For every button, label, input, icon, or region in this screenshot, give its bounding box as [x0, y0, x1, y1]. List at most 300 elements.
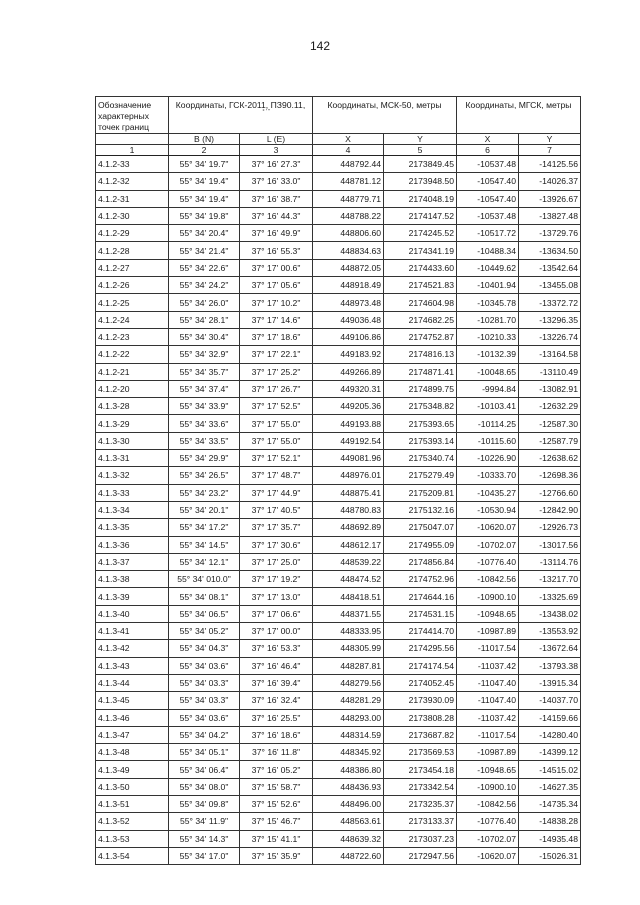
- table-row: [96, 294, 581, 311]
- cell-msk-y: 2175279.49: [384, 467, 457, 484]
- cell-mgsk-x: -11047.40: [457, 692, 519, 709]
- cell-latitude-b: 55° 34' 23.2": [169, 484, 240, 501]
- cell-mgsk-y: -12926.73: [519, 519, 581, 536]
- cell-mgsk-y: -13827.48: [519, 207, 581, 224]
- cell-latitude-b: 55° 34' 28.1": [169, 311, 240, 328]
- cell-latitude-b: 55° 34' 20.1": [169, 501, 240, 518]
- cell-mgsk-x: -10281.70: [457, 311, 519, 328]
- cell-longitude-l: 37° 15' 46.7": [240, 813, 313, 830]
- cell-longitude-l: 37° 17' 13.0": [240, 588, 313, 605]
- cell-latitude-b: 55° 34' 03.6": [169, 657, 240, 674]
- cell-longitude-l: 37° 17' 25.2": [240, 363, 313, 380]
- cell-longitude-l: 37° 16' 46.4": [240, 657, 313, 674]
- cell-mgsk-y: -13542.64: [519, 259, 581, 276]
- cell-msk-x: 448563.61: [313, 813, 384, 830]
- table-row: [96, 778, 581, 795]
- cell-point-id: 4.1.3-37: [96, 553, 169, 570]
- cell-latitude-b: 55° 34' 26.0": [169, 294, 240, 311]
- cell-msk-x: 448976.01: [313, 467, 384, 484]
- table-row: [96, 207, 581, 224]
- cell-mgsk-x: -10435.27: [457, 484, 519, 501]
- cell-point-id: 4.1.3-36: [96, 536, 169, 553]
- cell-msk-x: 448386.80: [313, 761, 384, 778]
- header-mgsk-group: Координаты, МГСК, метры: [457, 97, 581, 134]
- cell-msk-y: 2174816.13: [384, 346, 457, 363]
- cell-mgsk-y: -12632.29: [519, 398, 581, 415]
- cell-msk-x: 448314.59: [313, 726, 384, 743]
- cell-msk-y: 2174682.25: [384, 311, 457, 328]
- cell-msk-x: 448345.92: [313, 744, 384, 761]
- cell-msk-y: 2173687.82: [384, 726, 457, 743]
- table-row: [96, 415, 581, 432]
- cell-msk-x: 448371.55: [313, 605, 384, 622]
- cell-latitude-b: 55° 34' 19.7": [169, 156, 240, 173]
- cell-longitude-l: 37° 17' 30.6": [240, 536, 313, 553]
- table-row: [96, 432, 581, 449]
- table-row: [96, 657, 581, 674]
- table-row: [96, 588, 581, 605]
- cell-msk-y: 2174052.45: [384, 674, 457, 691]
- cell-point-id: 4.1.2-26: [96, 277, 169, 294]
- cell-mgsk-y: -13372.72: [519, 294, 581, 311]
- cell-msk-y: 2175132.16: [384, 501, 457, 518]
- cell-mgsk-x: -10333.70: [457, 467, 519, 484]
- header-gsk-units: ° ' ": [262, 109, 270, 115]
- cell-mgsk-x: -10103.41: [457, 398, 519, 415]
- cell-msk-x: 448436.93: [313, 778, 384, 795]
- cell-latitude-b: 55° 34' 03.6": [169, 709, 240, 726]
- table-row: [96, 795, 581, 812]
- cell-point-id: 4.1.3-52: [96, 813, 169, 830]
- cell-longitude-l: 37° 17' 05.6": [240, 277, 313, 294]
- cell-point-id: 4.1.3-54: [96, 847, 169, 864]
- cell-point-id: 4.1.3-45: [96, 692, 169, 709]
- cell-mgsk-x: -10948.65: [457, 605, 519, 622]
- header-sub-l: L (E): [240, 134, 313, 145]
- cell-longitude-l: 37° 17' 40.5": [240, 501, 313, 518]
- cell-mgsk-y: -12587.30: [519, 415, 581, 432]
- cell-msk-y: 2175393.65: [384, 415, 457, 432]
- cell-msk-y: 2173133.37: [384, 813, 457, 830]
- cell-msk-x: 449106.86: [313, 328, 384, 345]
- cell-mgsk-y: -14159.66: [519, 709, 581, 726]
- table-row: [96, 259, 581, 276]
- cell-msk-x: 449183.92: [313, 346, 384, 363]
- table-row: [96, 623, 581, 640]
- cell-msk-y: 2174174.54: [384, 657, 457, 674]
- cell-point-id: 4.1.3-32: [96, 467, 169, 484]
- cell-point-id: 4.1.2-28: [96, 242, 169, 259]
- table-row: [96, 242, 581, 259]
- cell-msk-x: 448333.95: [313, 623, 384, 640]
- cell-latitude-b: 55° 34' 26.5": [169, 467, 240, 484]
- cell-msk-y: 2173235.37: [384, 795, 457, 812]
- cell-mgsk-x: -10114.25: [457, 415, 519, 432]
- cell-msk-x: 448872.05: [313, 259, 384, 276]
- cell-point-id: 4.1.2-27: [96, 259, 169, 276]
- cell-msk-y: 2174245.52: [384, 225, 457, 242]
- cell-msk-y: 2175348.82: [384, 398, 457, 415]
- cell-longitude-l: 37° 17' 48.7": [240, 467, 313, 484]
- cell-longitude-l: 37° 16' 49.9": [240, 225, 313, 242]
- cell-mgsk-y: -13325.69: [519, 588, 581, 605]
- cell-latitude-b: 55° 34' 19.4": [169, 190, 240, 207]
- cell-msk-y: 2174752.87: [384, 328, 457, 345]
- cell-longitude-l: 37° 16' 27.3": [240, 156, 313, 173]
- cell-longitude-l: 37° 17' 22.1": [240, 346, 313, 363]
- cell-longitude-l: 37° 17' 52.1": [240, 450, 313, 467]
- cell-msk-y: 2174295.56: [384, 640, 457, 657]
- table-row: [96, 173, 581, 190]
- table-row: [96, 225, 581, 242]
- cell-msk-x: 448834.63: [313, 242, 384, 259]
- header-gsk-group: [169, 97, 313, 134]
- cell-msk-y: 2173454.18: [384, 761, 457, 778]
- cell-point-id: 4.1.3-34: [96, 501, 169, 518]
- cell-latitude-b: 55° 34' 04.3": [169, 640, 240, 657]
- cell-latitude-b: 55° 34' 32.9": [169, 346, 240, 363]
- cell-latitude-b: 55° 34' 30.4": [169, 328, 240, 345]
- cell-msk-y: 2174856.84: [384, 553, 457, 570]
- column-number: 3: [240, 145, 313, 156]
- cell-msk-y: 2173849.45: [384, 156, 457, 173]
- cell-point-id: 4.1.3-30: [96, 432, 169, 449]
- cell-mgsk-x: -9994.84: [457, 380, 519, 397]
- cell-longitude-l: 37° 17' 14.6": [240, 311, 313, 328]
- cell-longitude-l: 37° 16' 32.4": [240, 692, 313, 709]
- table-row: [96, 847, 581, 864]
- cell-latitude-b: 55° 34' 08.1": [169, 588, 240, 605]
- cell-msk-y: 2173342.54: [384, 778, 457, 795]
- cell-msk-x: 448722.60: [313, 847, 384, 864]
- table-row: [96, 640, 581, 657]
- cell-longitude-l: 37° 15' 52.6": [240, 795, 313, 812]
- coordinates-table: [95, 96, 581, 865]
- cell-msk-y: 2174433.60: [384, 259, 457, 276]
- cell-msk-y: 2175340.74: [384, 450, 457, 467]
- cell-point-id: 4.1.3-48: [96, 744, 169, 761]
- cell-mgsk-y: -14838.28: [519, 813, 581, 830]
- cell-msk-x: 448496.00: [313, 795, 384, 812]
- cell-mgsk-x: -10048.65: [457, 363, 519, 380]
- cell-mgsk-x: -10776.40: [457, 813, 519, 830]
- cell-latitude-b: 55° 34' 17.2": [169, 519, 240, 536]
- cell-msk-y: 2174644.16: [384, 588, 457, 605]
- cell-longitude-l: 37° 15' 41.1": [240, 830, 313, 847]
- cell-longitude-l: 37° 17' 18.6": [240, 328, 313, 345]
- cell-msk-y: 2173037.23: [384, 830, 457, 847]
- cell-longitude-l: 37° 17' 25.0": [240, 553, 313, 570]
- cell-mgsk-y: -13672.64: [519, 640, 581, 657]
- cell-mgsk-x: -10620.07: [457, 847, 519, 864]
- cell-mgsk-x: -10547.40: [457, 190, 519, 207]
- header-sub-mgsk-x: X: [457, 134, 519, 145]
- cell-msk-x: 448639.32: [313, 830, 384, 847]
- cell-point-id: 4.1.2-33: [96, 156, 169, 173]
- page-number: 142: [309, 39, 331, 53]
- cell-latitude-b: 55° 34' 010.0": [169, 571, 240, 588]
- table-row: [96, 761, 581, 778]
- cell-longitude-l: 37° 16' 53.3": [240, 640, 313, 657]
- table-row: [96, 311, 581, 328]
- cell-msk-x: 448305.99: [313, 640, 384, 657]
- cell-mgsk-x: -10776.40: [457, 553, 519, 570]
- cell-mgsk-x: -10345.78: [457, 294, 519, 311]
- cell-longitude-l: 37° 16' 38.7": [240, 190, 313, 207]
- cell-mgsk-x: -11047.40: [457, 674, 519, 691]
- cell-longitude-l: 37° 17' 55.0": [240, 415, 313, 432]
- table-row: [96, 277, 581, 294]
- cell-mgsk-x: -10900.10: [457, 588, 519, 605]
- cell-longitude-l: 37° 15' 35.9": [240, 847, 313, 864]
- cell-msk-y: 2175393.14: [384, 432, 457, 449]
- header-empty: [96, 134, 169, 145]
- cell-msk-y: 2174048.19: [384, 190, 457, 207]
- cell-latitude-b: 55° 34' 11.9": [169, 813, 240, 830]
- cell-msk-x: 448293.00: [313, 709, 384, 726]
- column-number: 2: [169, 145, 240, 156]
- table-row: [96, 519, 581, 536]
- cell-mgsk-x: -11037.42: [457, 657, 519, 674]
- cell-point-id: 4.1.3-28: [96, 398, 169, 415]
- cell-longitude-l: 37° 17' 35.7": [240, 519, 313, 536]
- cell-point-id: 4.1.3-51: [96, 795, 169, 812]
- cell-longitude-l: 37° 17' 55.0": [240, 432, 313, 449]
- cell-msk-x: 449081.96: [313, 450, 384, 467]
- header-row-numbers: [96, 145, 581, 156]
- cell-mgsk-x: -10449.62: [457, 259, 519, 276]
- cell-longitude-l: 37° 17' 00.6": [240, 259, 313, 276]
- cell-mgsk-y: -14399.12: [519, 744, 581, 761]
- table-row: [96, 190, 581, 207]
- cell-longitude-l: 37° 15' 58.7": [240, 778, 313, 795]
- cell-latitude-b: 55° 34' 06.4": [169, 761, 240, 778]
- table-row: [96, 536, 581, 553]
- cell-point-id: 4.1.3-42: [96, 640, 169, 657]
- cell-mgsk-x: -10488.34: [457, 242, 519, 259]
- cell-point-id: 4.1.2-21: [96, 363, 169, 380]
- table-row: [96, 450, 581, 467]
- cell-msk-x: 449192.54: [313, 432, 384, 449]
- table-row: [96, 726, 581, 743]
- cell-mgsk-x: -10900.10: [457, 778, 519, 795]
- cell-msk-x: 448973.48: [313, 294, 384, 311]
- cell-longitude-l: 37° 16' 25.5": [240, 709, 313, 726]
- cell-mgsk-y: -13729.76: [519, 225, 581, 242]
- header-row-main: [96, 97, 581, 134]
- cell-msk-y: 2174341.19: [384, 242, 457, 259]
- cell-point-id: 4.1.3-29: [96, 415, 169, 432]
- header-row-sub: [96, 134, 581, 145]
- cell-msk-x: 448792.44: [313, 156, 384, 173]
- cell-point-id: 4.1.3-39: [96, 588, 169, 605]
- cell-msk-x: 448281.29: [313, 692, 384, 709]
- cell-point-id: 4.1.3-35: [96, 519, 169, 536]
- cell-msk-y: 2173948.50: [384, 173, 457, 190]
- cell-msk-x: 448788.22: [313, 207, 384, 224]
- table-row: [96, 692, 581, 709]
- cell-mgsk-y: -13553.92: [519, 623, 581, 640]
- cell-latitude-b: 55° 34' 17.0": [169, 847, 240, 864]
- cell-mgsk-x: -10226.90: [457, 450, 519, 467]
- cell-mgsk-y: -12587.79: [519, 432, 581, 449]
- table-row: [96, 813, 581, 830]
- cell-mgsk-y: -14627.35: [519, 778, 581, 795]
- cell-point-id: 4.1.2-23: [96, 328, 169, 345]
- cell-latitude-b: 55° 34' 21.4": [169, 242, 240, 259]
- header-msk-group: Координаты, МСК-50, метры: [313, 97, 457, 134]
- cell-mgsk-x: -10842.56: [457, 795, 519, 812]
- cell-mgsk-y: -13296.35: [519, 311, 581, 328]
- cell-msk-x: 449266.89: [313, 363, 384, 380]
- cell-point-id: 4.1.2-25: [96, 294, 169, 311]
- cell-mgsk-x: -10115.60: [457, 432, 519, 449]
- cell-longitude-l: 37° 17' 44.9": [240, 484, 313, 501]
- table-row: [96, 709, 581, 726]
- table-row: [96, 744, 581, 761]
- cell-latitude-b: 55° 34' 03.3": [169, 692, 240, 709]
- cell-latitude-b: 55° 34' 14.3": [169, 830, 240, 847]
- cell-mgsk-x: -10537.48: [457, 156, 519, 173]
- cell-point-id: 4.1.2-32: [96, 173, 169, 190]
- cell-mgsk-y: -14026.37: [519, 173, 581, 190]
- cell-longitude-l: 37° 17' 26.7": [240, 380, 313, 397]
- cell-msk-y: 2174521.83: [384, 277, 457, 294]
- cell-mgsk-x: -10517.72: [457, 225, 519, 242]
- cell-mgsk-x: -10702.07: [457, 830, 519, 847]
- cell-longitude-l: 37° 16' 39.4": [240, 674, 313, 691]
- cell-point-id: 4.1.3-40: [96, 605, 169, 622]
- cell-latitude-b: 55° 34' 08.0": [169, 778, 240, 795]
- cell-msk-y: 2174604.98: [384, 294, 457, 311]
- table-row: [96, 484, 581, 501]
- cell-mgsk-y: -13217.70: [519, 571, 581, 588]
- cell-mgsk-y: -13110.49: [519, 363, 581, 380]
- cell-mgsk-x: -10537.48: [457, 207, 519, 224]
- cell-msk-y: 2174899.75: [384, 380, 457, 397]
- cell-msk-x: 448418.51: [313, 588, 384, 605]
- cell-msk-y: 2173569.53: [384, 744, 457, 761]
- table-row: [96, 380, 581, 397]
- cell-mgsk-y: -13082.91: [519, 380, 581, 397]
- cell-point-id: 4.1.2-22: [96, 346, 169, 363]
- cell-latitude-b: 55° 34' 33.9": [169, 398, 240, 415]
- table-row: [96, 328, 581, 345]
- cell-msk-x: 449036.48: [313, 311, 384, 328]
- table-row: [96, 571, 581, 588]
- cell-msk-x: 448612.17: [313, 536, 384, 553]
- table-body: [96, 156, 581, 865]
- cell-msk-y: 2174955.09: [384, 536, 457, 553]
- cell-msk-x: 448780.83: [313, 501, 384, 518]
- cell-point-id: 4.1.3-47: [96, 726, 169, 743]
- cell-point-id: 4.1.3-44: [96, 674, 169, 691]
- cell-msk-x: 449193.88: [313, 415, 384, 432]
- cell-latitude-b: 55° 34' 20.4": [169, 225, 240, 242]
- table-row: [96, 398, 581, 415]
- table-row: [96, 346, 581, 363]
- table-row: [96, 605, 581, 622]
- cell-mgsk-y: -13017.56: [519, 536, 581, 553]
- cell-point-id: 4.1.3-31: [96, 450, 169, 467]
- cell-point-id: 4.1.2-31: [96, 190, 169, 207]
- cell-msk-y: 2175047.07: [384, 519, 457, 536]
- cell-mgsk-y: -14280.40: [519, 726, 581, 743]
- header-gsk-title: Координаты, ГСК-2011, ПЗ90.11,: [175, 100, 306, 110]
- cell-point-id: 4.1.3-33: [96, 484, 169, 501]
- cell-latitude-b: 55° 34' 06.5": [169, 605, 240, 622]
- header-sub-msk-x: X: [313, 134, 384, 145]
- cell-longitude-l: 37° 16' 33.0": [240, 173, 313, 190]
- cell-mgsk-y: -13926.67: [519, 190, 581, 207]
- cell-latitude-b: 55° 34' 14.5": [169, 536, 240, 553]
- cell-point-id: 4.1.3-53: [96, 830, 169, 847]
- cell-latitude-b: 55° 34' 09.8": [169, 795, 240, 812]
- cell-mgsk-x: -11037.42: [457, 709, 519, 726]
- cell-mgsk-x: -10620.07: [457, 519, 519, 536]
- cell-point-id: 4.1.3-46: [96, 709, 169, 726]
- cell-mgsk-y: -15026.31: [519, 847, 581, 864]
- cell-mgsk-y: -13793.38: [519, 657, 581, 674]
- cell-mgsk-x: -10547.40: [457, 173, 519, 190]
- cell-longitude-l: 37° 16' 55.3": [240, 242, 313, 259]
- cell-mgsk-x: -10132.39: [457, 346, 519, 363]
- cell-mgsk-y: -14935.48: [519, 830, 581, 847]
- column-number: 1: [96, 145, 169, 156]
- cell-latitude-b: 55° 34' 05.1": [169, 744, 240, 761]
- cell-longitude-l: 37° 17' 52.5": [240, 398, 313, 415]
- cell-point-id: 4.1.3-41: [96, 623, 169, 640]
- cell-msk-y: 2174414.70: [384, 623, 457, 640]
- cell-mgsk-x: -10210.33: [457, 328, 519, 345]
- cell-longitude-l: 37° 17' 00.0": [240, 623, 313, 640]
- cell-longitude-l: 37° 16' 18.6": [240, 726, 313, 743]
- cell-mgsk-y: -14735.34: [519, 795, 581, 812]
- cell-msk-x: 448539.22: [313, 553, 384, 570]
- cell-msk-y: 2174147.52: [384, 207, 457, 224]
- cell-msk-y: 2174531.15: [384, 605, 457, 622]
- cell-msk-x: 448779.71: [313, 190, 384, 207]
- cell-msk-x: 448287.81: [313, 657, 384, 674]
- table-row: [96, 501, 581, 518]
- cell-latitude-b: 55° 34' 19.8": [169, 207, 240, 224]
- cell-mgsk-x: -10948.65: [457, 761, 519, 778]
- cell-latitude-b: 55° 34' 37.4": [169, 380, 240, 397]
- cell-mgsk-x: -11017.54: [457, 640, 519, 657]
- cell-msk-y: 2175209.81: [384, 484, 457, 501]
- cell-msk-x: 449205.36: [313, 398, 384, 415]
- cell-latitude-b: 55° 34' 05.2": [169, 623, 240, 640]
- header-designation: Обозначение характерных точек границ: [96, 97, 169, 134]
- cell-msk-x: 449320.31: [313, 380, 384, 397]
- table-row: [96, 553, 581, 570]
- cell-longitude-l: 37° 17' 19.2": [240, 571, 313, 588]
- cell-mgsk-x: -10401.94: [457, 277, 519, 294]
- cell-latitude-b: 55° 34' 12.1": [169, 553, 240, 570]
- cell-point-id: 4.1.2-30: [96, 207, 169, 224]
- cell-mgsk-x: -10987.89: [457, 744, 519, 761]
- cell-mgsk-x: -10987.89: [457, 623, 519, 640]
- cell-latitude-b: 55° 34' 22.6": [169, 259, 240, 276]
- cell-point-id: 4.1.3-49: [96, 761, 169, 778]
- cell-latitude-b: 55° 34' 19.4": [169, 173, 240, 190]
- cell-mgsk-y: -14037.70: [519, 692, 581, 709]
- cell-mgsk-y: -12698.36: [519, 467, 581, 484]
- cell-msk-x: 448875.41: [313, 484, 384, 501]
- table-row: [96, 156, 581, 173]
- header-sub-mgsk-y: Y: [519, 134, 581, 145]
- cell-msk-y: 2174752.96: [384, 571, 457, 588]
